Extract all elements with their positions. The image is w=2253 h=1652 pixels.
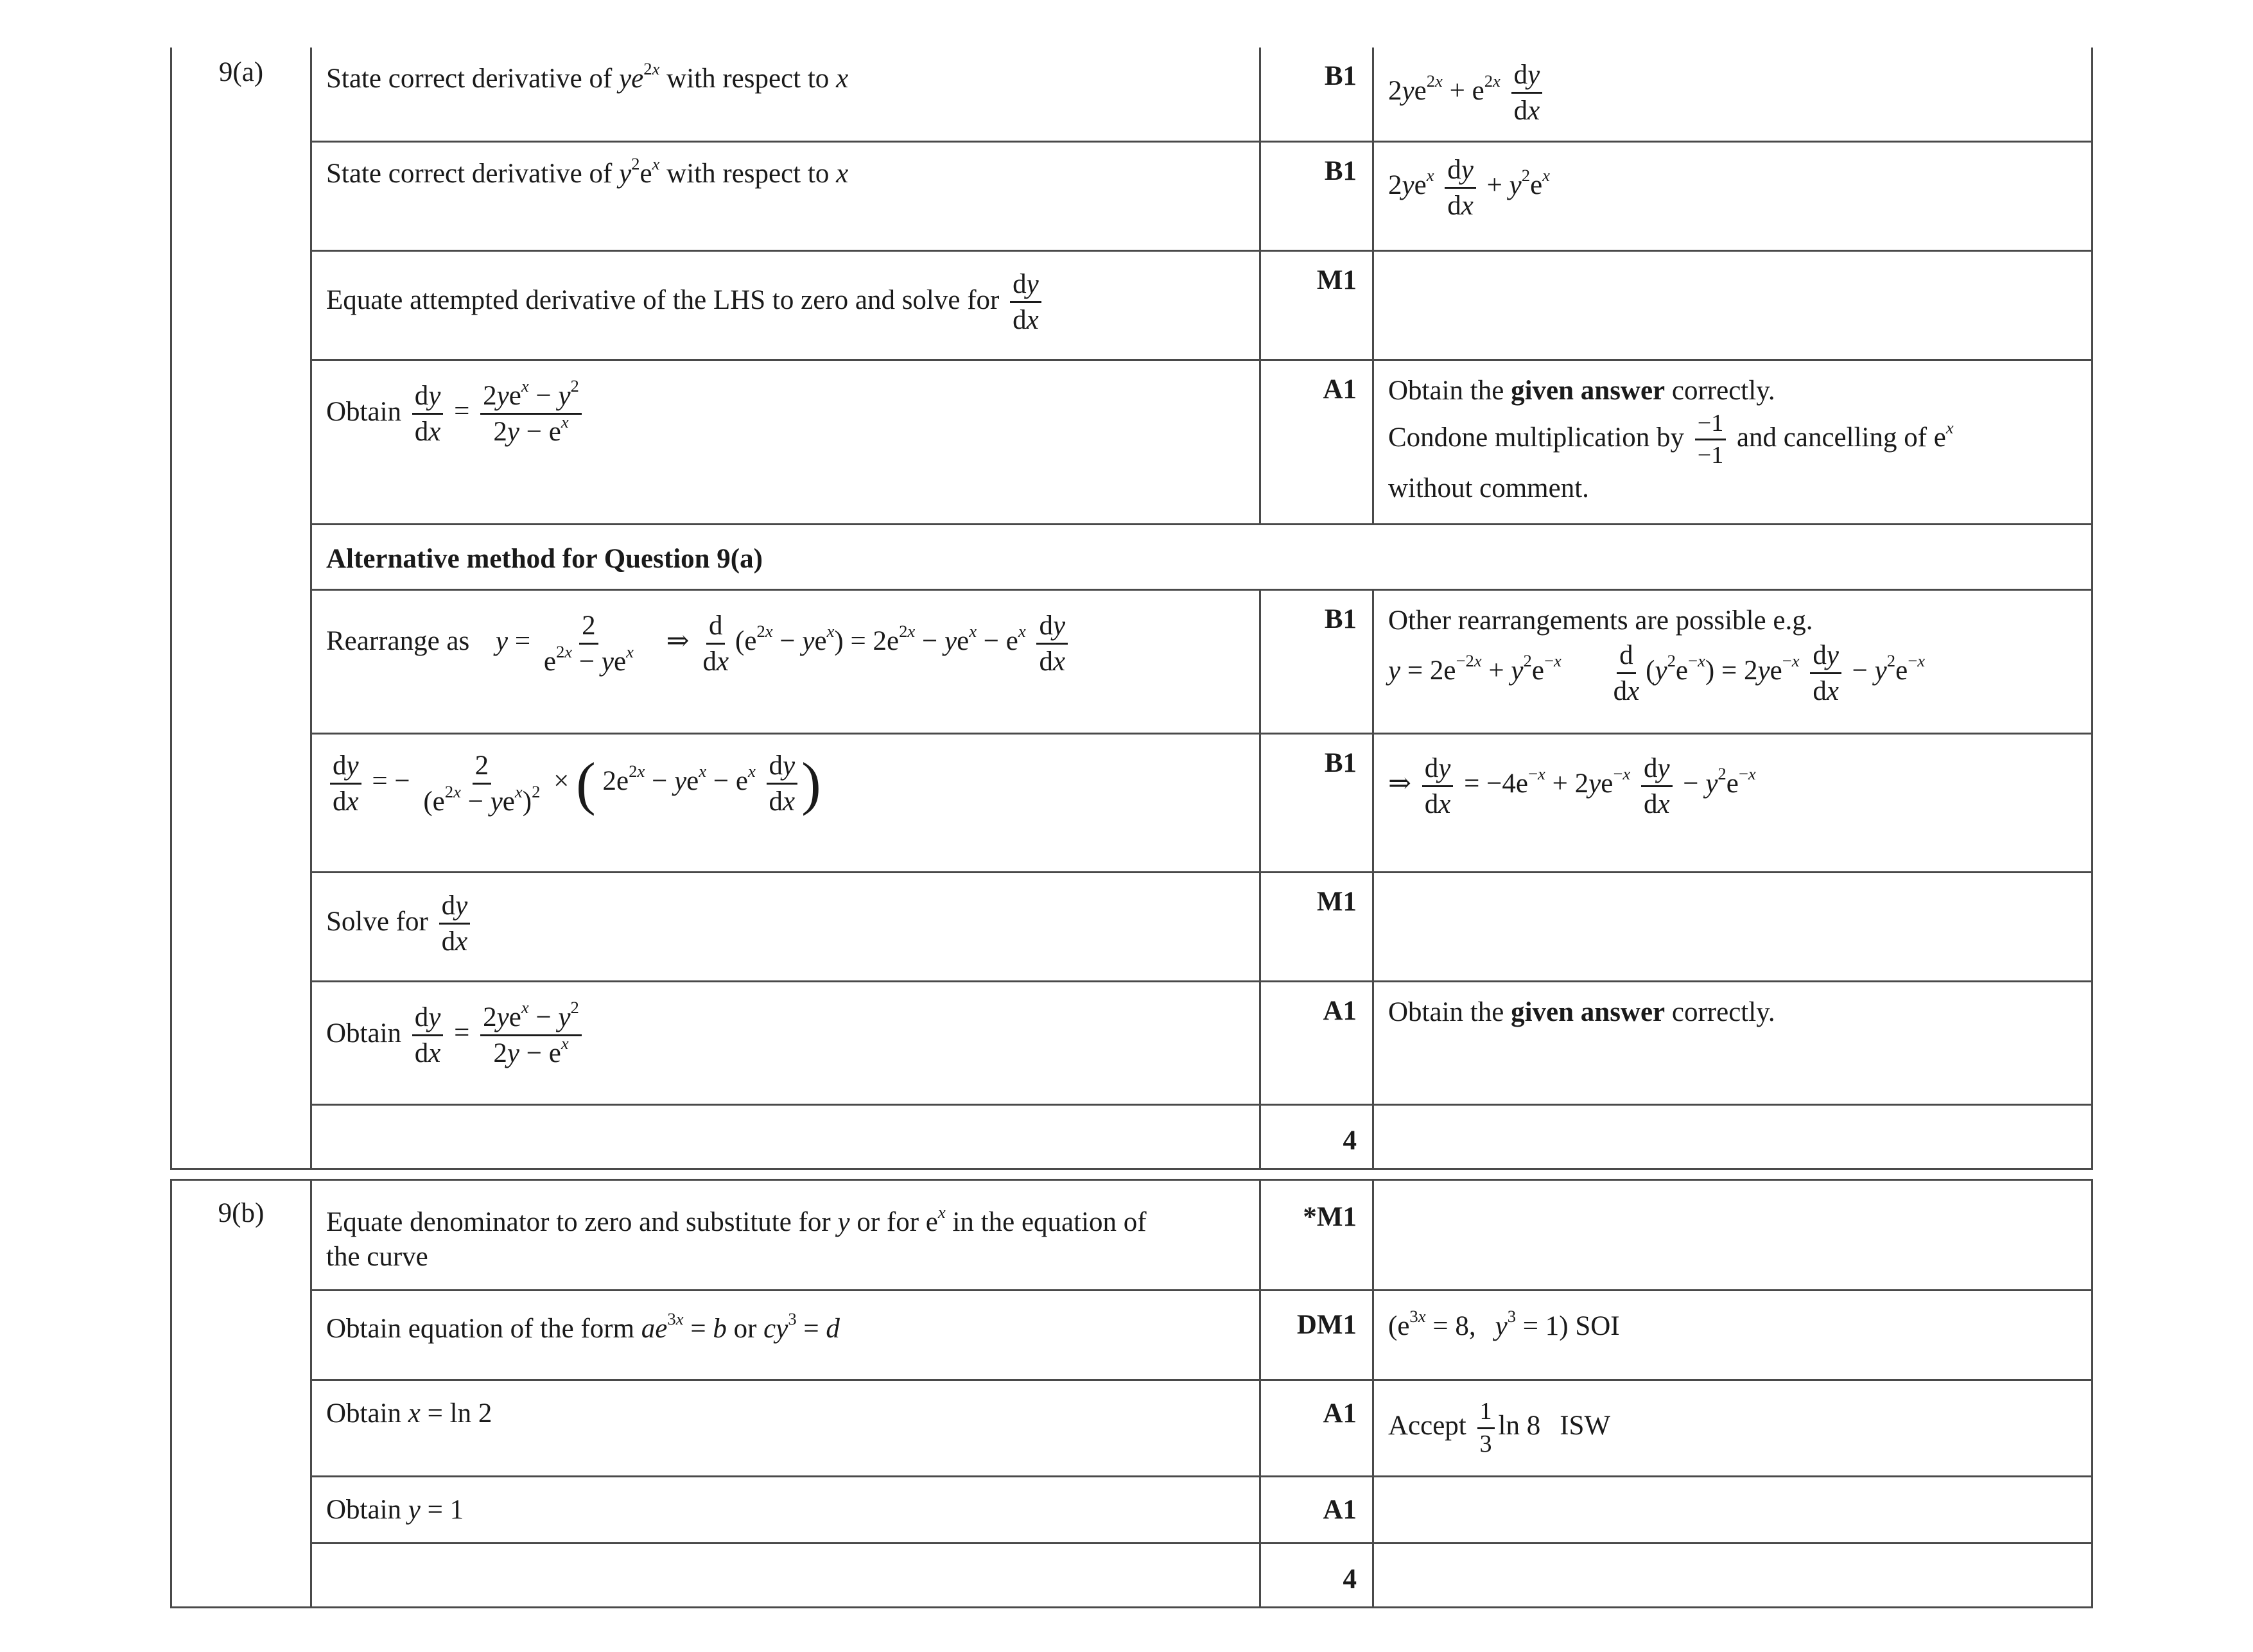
mark-code: M1 bbox=[1260, 250, 1373, 360]
total-marks: 4 bbox=[1260, 1543, 1373, 1608]
mark-code: M1 bbox=[1260, 872, 1373, 981]
mark-code: A1 bbox=[1260, 1477, 1373, 1543]
table-row bbox=[171, 589, 2092, 733]
table-row bbox=[171, 524, 2092, 589]
answer-cell: State correct derivative of $y^2e^x$ with respect to x bbox=[311, 141, 1260, 250]
total-marks: 4 bbox=[1260, 1104, 1373, 1169]
mark-code: A1 bbox=[1260, 981, 1373, 1104]
guidance-cell: ⇒ $\frac{dy}{dx}$ = $-4e^{-x} + 2ye^{-x}$ $\frac{dy}{dx}$ − $y^2e^{-x}$ bbox=[1373, 733, 2092, 872]
question-number: 9(a) bbox=[171, 48, 311, 1169]
answer-cell: Obtain y = 1 bbox=[311, 1477, 1260, 1543]
table-row bbox=[171, 1180, 2092, 1291]
mark-code: B1 bbox=[1260, 141, 1373, 250]
table-row bbox=[171, 733, 2092, 872]
answer-cell bbox=[311, 1543, 1260, 1608]
guidance-cell bbox=[1373, 1104, 2092, 1169]
guidance-cell bbox=[1373, 1543, 2092, 1608]
mark-code: B1 bbox=[1260, 733, 1373, 872]
answer-cell: Obtain x = ln 2 bbox=[311, 1380, 1260, 1477]
answer-cell: State correct derivative of $ye^{2x}$ with respect to x bbox=[311, 48, 1260, 141]
mark-code: DM1 bbox=[1260, 1291, 1373, 1380]
answer-cell: Obtain equation of the form $ae^{3x} = b$ or $cy^3 = d$ bbox=[311, 1291, 1260, 1380]
guidance-cell: Obtain the given answer correctly. Condone multiplication by $\frac{-1}{-1}$ and cancelling of $e^x$ without comment. bbox=[1373, 360, 2092, 524]
answer-cell: Solve for $\frac{dy}{dx}$ bbox=[311, 872, 1260, 981]
mark-code: B1 bbox=[1260, 48, 1373, 141]
table-row bbox=[171, 1291, 2092, 1380]
guidance-cell: Accept $\frac{1}{3}$ ln 8 ISW bbox=[1373, 1380, 2092, 1477]
guidance-cell: Obtain the given answer correctly. bbox=[1373, 981, 2092, 1104]
mark-code: A1 bbox=[1260, 1380, 1373, 1477]
table-row bbox=[171, 360, 2092, 524]
table-row bbox=[171, 141, 2092, 250]
mark-code: *M1 bbox=[1260, 1180, 1373, 1291]
answer-cell: Rearrange as y = $\frac{2}{e^{2x} - ye^x}$ ⇒ $\frac{d}{dx}$ $(e^{2x} - ye^x) = 2e^{2x} - ye^x - e^x$ $\frac{dy}{dx}$ bbox=[311, 589, 1260, 733]
question-number: 9(b) bbox=[171, 1180, 311, 1608]
answer-cell: Obtain $\frac{dy}{dx}$ = $\frac{2ye^x - y^2}{2y - e^x}$ bbox=[311, 981, 1260, 1104]
table-row bbox=[171, 48, 2092, 141]
guidance-cell bbox=[1373, 250, 2092, 360]
guidance-cell bbox=[1373, 1180, 2092, 1291]
guidance-cell: Other rearrangements are possible e.g. $y = 2e^{-2x} + y^2e^{-x}$ $\frac{d}{dx}$ $(y^2e^{-x}) = 2ye^{-x}$ $\frac{dy}{dx}$ − $y^2e^{-x}$ bbox=[1373, 589, 2092, 733]
answer-cell: Equate denominator to zero and substitute for y or for $e^x$ in the equation of the curve bbox=[311, 1180, 1260, 1291]
answer-cell: $\frac{dy}{dx}$ = − $\frac{2}{(e^{2x} - ye^x)^2}$ × ( $2e^{2x} - ye^x - e^x$ $\frac{dy}{dx}$ ) bbox=[311, 733, 1260, 872]
mark-code: A1 bbox=[1260, 360, 1373, 524]
mark-scheme-table-9a bbox=[170, 48, 2093, 1170]
guidance-cell bbox=[1373, 872, 2092, 981]
mark-code: B1 bbox=[1260, 589, 1373, 733]
guidance-cell: $2ye^{2x} + e^{2x}$ $\frac{dy}{dx}$ bbox=[1373, 48, 2092, 141]
alternative-method-heading: Alternative method for Question 9(a) bbox=[311, 524, 2092, 589]
table-row bbox=[171, 250, 2092, 360]
table-row bbox=[171, 1543, 2092, 1608]
guidance-cell: ($e^{3x} = 8$, $y^3 = 1$) SOI bbox=[1373, 1291, 2092, 1380]
mark-scheme-table-9b bbox=[170, 1179, 2093, 1608]
table-row bbox=[171, 1477, 2092, 1543]
guidance-cell bbox=[1373, 1477, 2092, 1543]
answer-cell: Obtain $\frac{dy}{dx}$ = $\frac{2ye^x - y^2}{2y - e^x}$ bbox=[311, 360, 1260, 524]
answer-cell: Equate attempted derivative of the LHS to zero and solve for $\frac{dy}{dx}$ bbox=[311, 250, 1260, 360]
table-row bbox=[171, 1104, 2092, 1169]
table-row bbox=[171, 981, 2092, 1104]
answer-cell bbox=[311, 1104, 1260, 1169]
guidance-cell: $2ye^x$ $\frac{dy}{dx}$ + $y^2e^x$ bbox=[1373, 141, 2092, 250]
table-row bbox=[171, 1380, 2092, 1477]
table-row bbox=[171, 872, 2092, 981]
